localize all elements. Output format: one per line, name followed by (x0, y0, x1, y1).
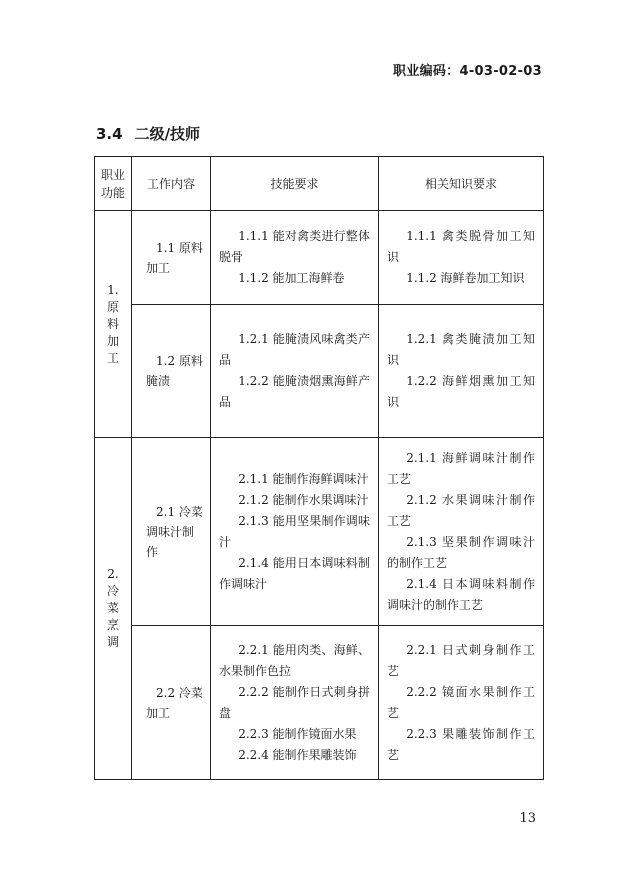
skills-table (94, 156, 544, 780)
section-title: 二级/技师 (134, 125, 201, 143)
skills-cell (211, 211, 379, 305)
table-row (95, 305, 544, 438)
skill-item: 2.2.2 能制作日式刺身拼盘 (219, 684, 370, 720)
work-content-cell: 2.2 冷菜 加工 (132, 626, 211, 780)
knowledge-item: 1.1.2 海鲜卷加工知识 (406, 271, 525, 285)
work-content-cell: 1.1 原料 加工 (132, 211, 211, 305)
skill-item: 1.2.1 能腌渍风味禽类产品 (219, 332, 370, 367)
knowledge-item: 2.1.4 日本调味料制作调味汁的制作工艺 (387, 576, 535, 612)
header-knowledge-requirements: 相关知识要求 (379, 157, 544, 211)
knowledge-cell (379, 305, 544, 438)
skill-item: 2.1.1 能制作海鲜调味汁 (238, 471, 369, 486)
knowledge-cell (379, 438, 544, 626)
skills-cell (211, 626, 379, 780)
function-cell-2: 2. 冷 菜 烹 调 (95, 438, 132, 780)
skill-item: 1.1.1 能对禽类进行整体脱骨 (219, 229, 370, 264)
knowledge-item: 1.2.1 禽类腌渍加工知识 (387, 332, 535, 367)
knowledge-item: 2.2.3 果雕装饰制作工艺 (387, 726, 535, 762)
knowledge-cell (379, 626, 544, 780)
header-function: 职业 功能 (95, 157, 132, 211)
skill-item: 2.2.4 能制作果雕装饰 (238, 747, 357, 762)
work-content-cell: 1.2 原料 腌渍 (132, 305, 211, 438)
table-row (95, 626, 544, 780)
skill-item: 2.2.1 能用肉类、海鲜、水果制作色拉 (219, 642, 370, 678)
table-row (95, 438, 544, 626)
occupation-code: 职业编码：4-03-02-03 (392, 64, 542, 79)
knowledge-item: 2.1.1 海鲜调味汁制作工艺 (387, 450, 535, 486)
skills-cell (211, 438, 379, 626)
skill-item: 2.2.3 能制作镜面水果 (238, 726, 357, 741)
table-row (95, 211, 544, 305)
knowledge-cell (379, 211, 544, 305)
knowledge-item: 2.2.1 日式刺身制作工艺 (387, 642, 535, 678)
table-header-row (95, 157, 544, 211)
work-content-cell: 2.1 冷菜 调味汁制作 (132, 438, 211, 626)
header-skill-requirements: 技能要求 (211, 157, 379, 211)
skill-item: 2.1.3 能用坚果制作调味汁 (219, 513, 370, 549)
knowledge-item: 1.2.2 海鲜烟熏加工知识 (387, 374, 535, 409)
knowledge-item: 2.1.2 水果调味汁制作工艺 (387, 492, 535, 528)
page-number: 13 (519, 811, 536, 826)
knowledge-item: 2.1.3 坚果制作调味汁的制作工艺 (387, 534, 535, 570)
skill-item: 2.1.4 能用日本调味料制作调味汁 (219, 555, 370, 591)
skill-item: 2.1.2 能制作水果调味汁 (238, 492, 369, 507)
skill-item: 1.1.2 能加工海鲜卷 (238, 271, 345, 285)
header-work-content: 工作内容 (132, 157, 211, 211)
section-heading (96, 123, 200, 144)
skills-cell (211, 305, 379, 438)
skill-item: 1.2.2 能腌渍烟熏海鲜产品 (219, 374, 370, 409)
function-cell-1: 1. 原 料 加 工 (95, 211, 132, 438)
knowledge-item: 2.2.2 镜面水果制作工艺 (387, 684, 535, 720)
section-number: 3.4 (96, 125, 123, 143)
knowledge-item: 1.1.1 禽类脱骨加工知识 (387, 229, 535, 264)
